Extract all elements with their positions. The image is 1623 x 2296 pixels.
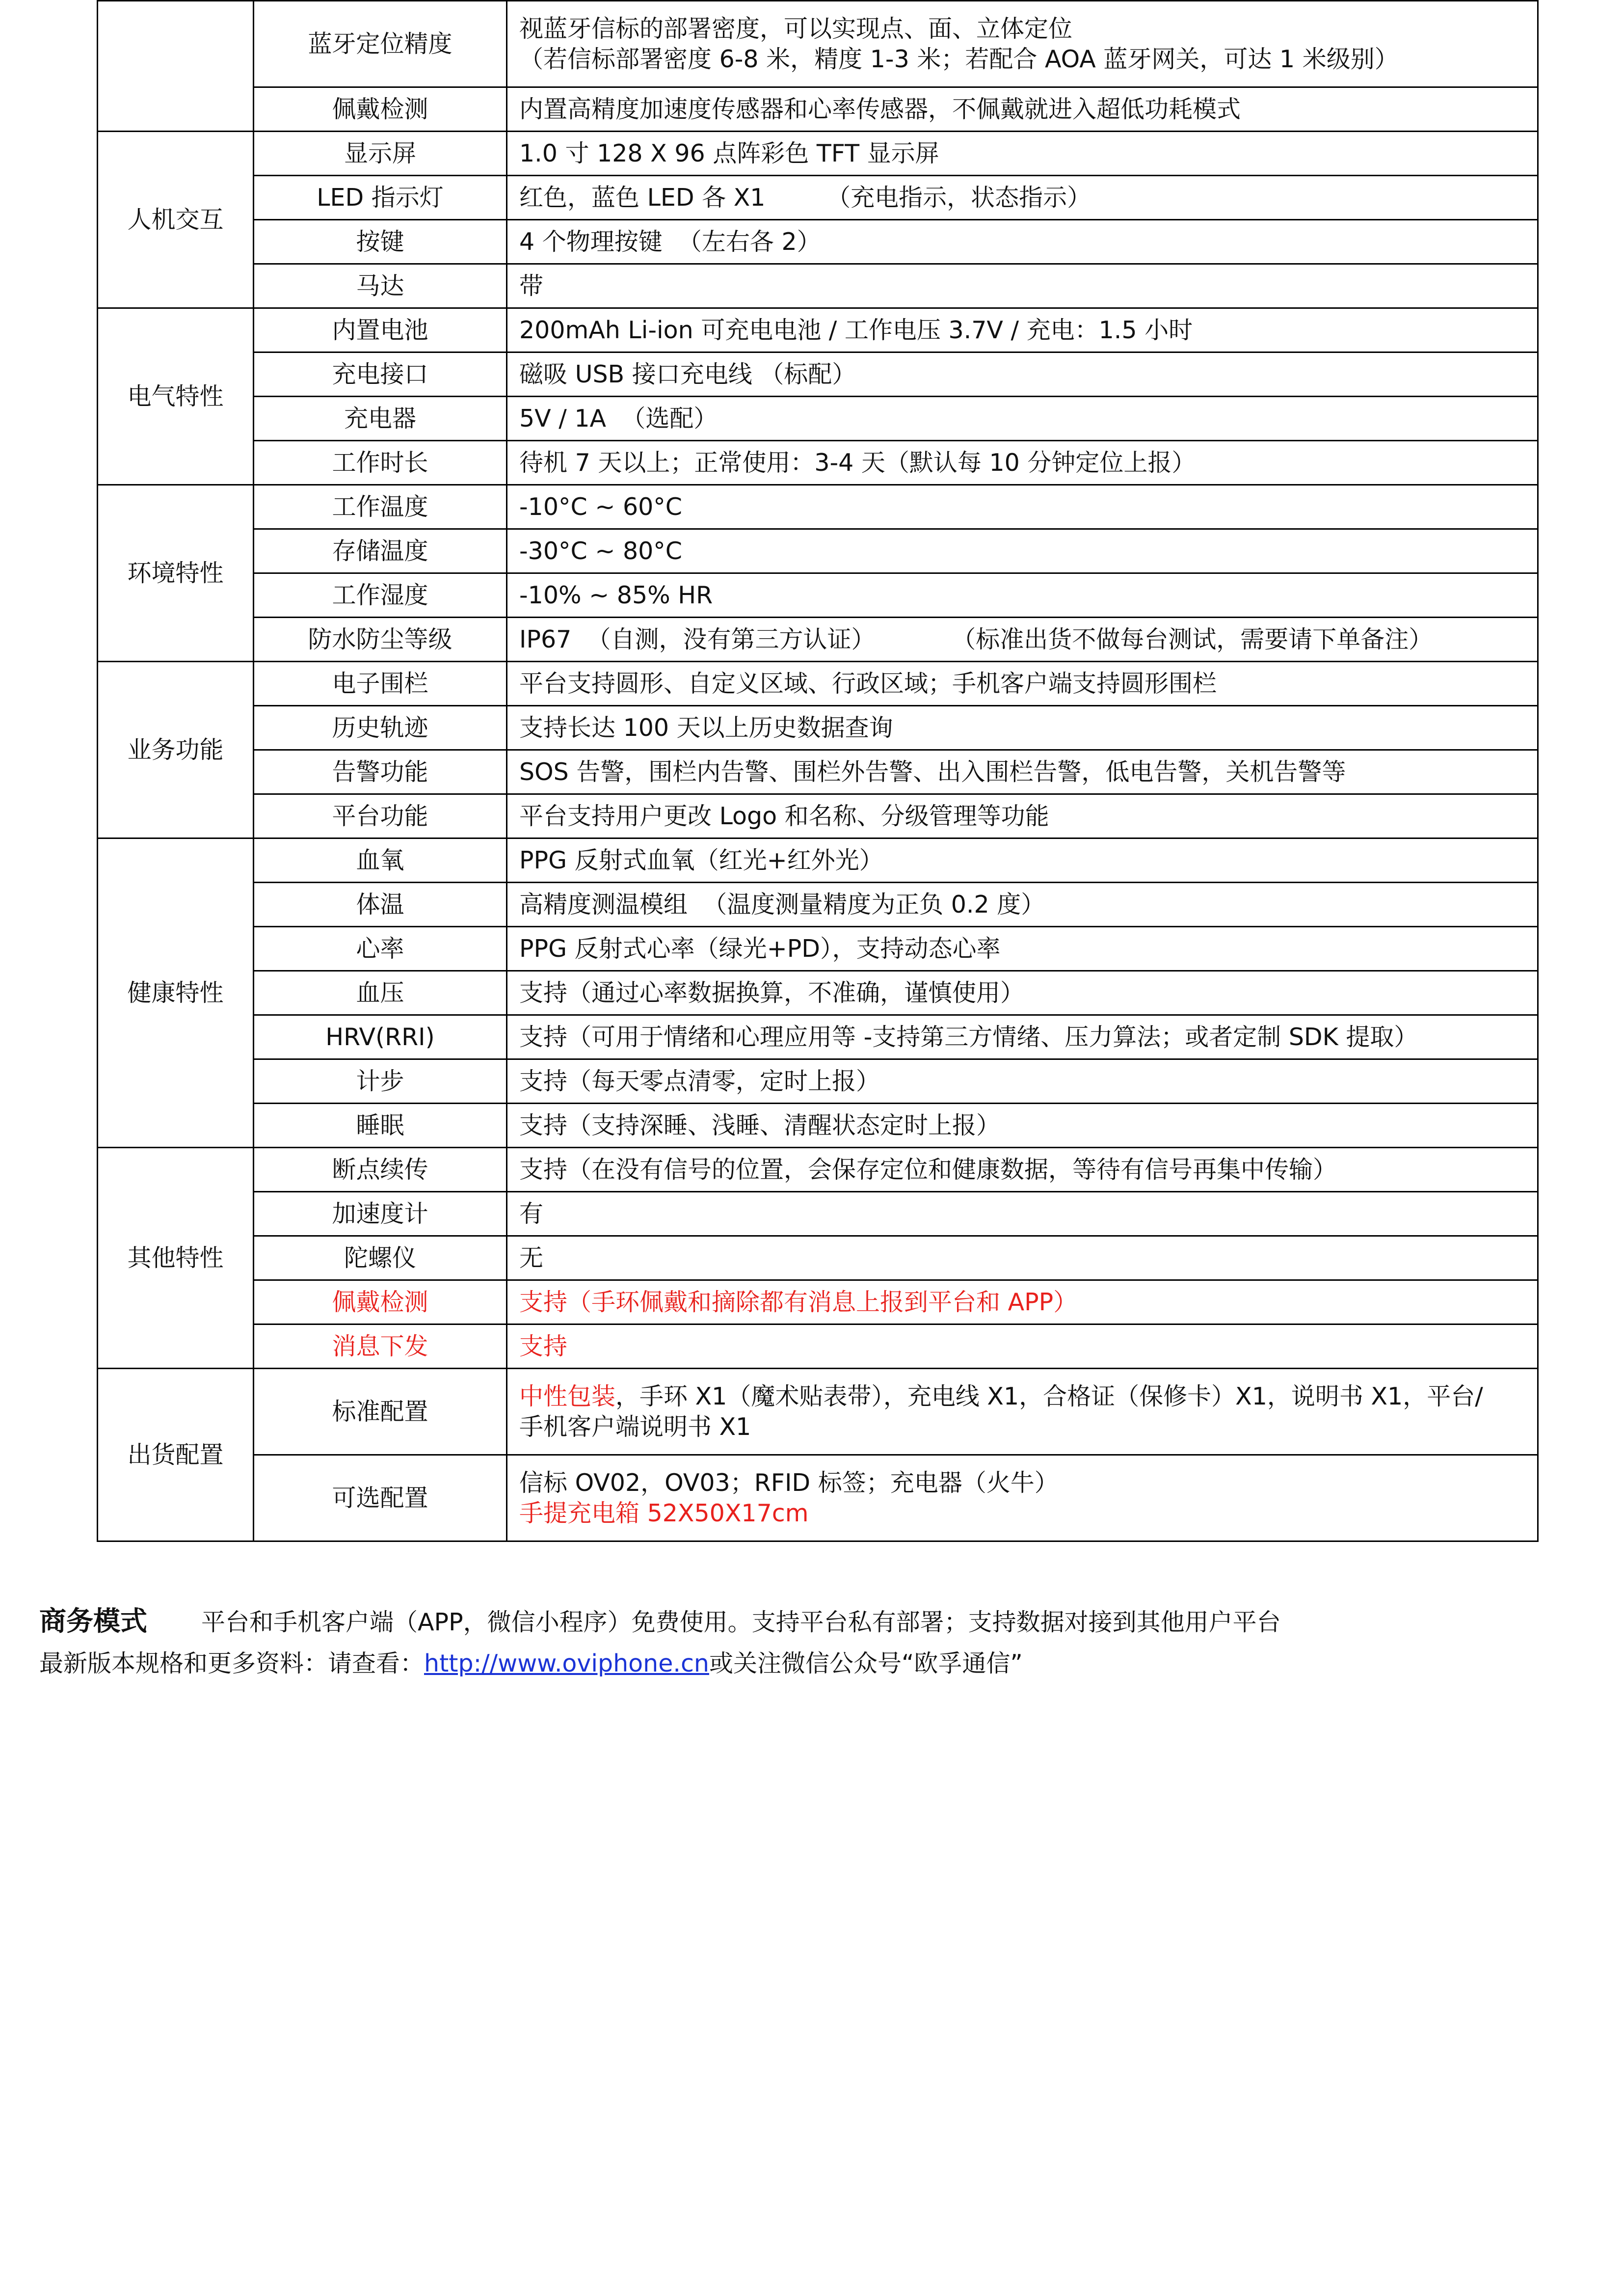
business-mode-line [39, 1599, 1281, 1638]
table-row [98, 1148, 1538, 1192]
item-cell: 充电器 [254, 397, 507, 441]
table-row [98, 264, 1538, 308]
item-cell: 消息下发 [254, 1324, 507, 1369]
more-info-prefix: 最新版本规格和更多资料：请查看： [39, 1649, 425, 1677]
table-row [98, 87, 1538, 132]
item-cell: 告警功能 [254, 750, 507, 794]
item-cell: 血压 [254, 971, 507, 1015]
item-cell: 体温 [254, 883, 507, 927]
value-cell [507, 1455, 1538, 1541]
value-cell: 带 [507, 264, 1538, 308]
table-row [98, 794, 1538, 838]
highlight-text: 中性包装 [519, 1382, 616, 1411]
table-row [98, 308, 1538, 352]
category-cell: 健康特性 [98, 838, 254, 1148]
value-line [519, 1381, 1525, 1411]
item-cell: 防水防尘等级 [254, 618, 507, 662]
table-row [98, 1324, 1538, 1369]
value-cell: 无 [507, 1236, 1538, 1280]
table-row [98, 529, 1538, 573]
value-cell: 待机 7 天以上；正常使用：3-4 天（默认每 10 分钟定位上报） [507, 441, 1538, 485]
value-cell: 支持（在没有信号的位置，会保存定位和健康数据，等待有信号再集中传输） [507, 1148, 1538, 1192]
value-cell: 支持 [507, 1324, 1538, 1369]
table-row [98, 1369, 1538, 1455]
item-cell: 充电接口 [254, 352, 507, 397]
table-row [98, 1, 1538, 87]
item-cell: 工作湿度 [254, 573, 507, 618]
category-cell: 电气特性 [98, 308, 254, 485]
item-cell: 工作温度 [254, 485, 507, 529]
table-row [98, 838, 1538, 883]
item-cell: 平台功能 [254, 794, 507, 838]
value-cell: 支持（手环佩戴和摘除都有消息上报到平台和 APP） [507, 1280, 1538, 1324]
category-cell: 业务功能 [98, 662, 254, 838]
table-row [98, 883, 1538, 927]
value-cell: 支持（可用于情绪和心理应用等 -支持第三方情绪、压力算法；或者定制 SDK 提取） [507, 1015, 1538, 1059]
value-cell: IP67 （自测，没有第三方认证） （标准出货不做每台测试，需要请下单备注） [507, 618, 1538, 662]
value-cell: 支持（支持深睡、浅睡、清醒状态定时上报） [507, 1104, 1538, 1148]
item-cell: 计步 [254, 1059, 507, 1104]
value-cell: 红色，蓝色 LED 各 X1 （充电指示，状态指示） [507, 176, 1538, 220]
value-cell: 有 [507, 1192, 1538, 1236]
value-cell [507, 1369, 1538, 1455]
value-cell: -10°C ~ 60°C [507, 485, 1538, 529]
table-row [98, 441, 1538, 485]
item-cell: 睡眠 [254, 1104, 507, 1148]
item-cell: 存储温度 [254, 529, 507, 573]
table-row [98, 220, 1538, 264]
table-row [98, 176, 1538, 220]
item-cell: 标准配置 [254, 1369, 507, 1455]
table-row [98, 971, 1538, 1015]
item-cell: 可选配置 [254, 1455, 507, 1541]
value-cell: 5V / 1A （选配） [507, 397, 1538, 441]
business-mode-title: 商务模式 [39, 1605, 148, 1637]
value-cell: 200mAh Li-ion 可充电电池 / 工作电压 3.7V / 充电：1.5 小时 [507, 308, 1538, 352]
value-cell: 高精度测温模组 （温度测量精度为正负 0.2 度） [507, 883, 1538, 927]
business-mode-description: 平台和手机客户端（APP，微信小程序）免费使用。支持平台私有部署；支持数据对接到其他用户平台 [201, 1608, 1281, 1636]
item-cell: 陀螺仪 [254, 1236, 507, 1280]
value-cell: 1.0 寸 128 X 96 点阵彩色 TFT 显示屏 [507, 132, 1538, 176]
category-cell: 其他特性 [98, 1148, 254, 1369]
table-row [98, 927, 1538, 971]
value-cell: PPG 反射式血氧（红光+红外光） [507, 838, 1538, 883]
value-cell: 平台支持用户更改 Logo 和名称、分级管理等功能 [507, 794, 1538, 838]
item-cell: LED 指示灯 [254, 176, 507, 220]
value-cell [507, 1, 1538, 87]
item-cell: 显示屏 [254, 132, 507, 176]
item-cell: 历史轨迹 [254, 706, 507, 750]
value-cell: 支持（每天零点清零，定时上报） [507, 1059, 1538, 1104]
table-row [98, 750, 1538, 794]
table-row [98, 573, 1538, 618]
website-link[interactable]: http://www.oviphone.cn [424, 1649, 709, 1677]
table-row [98, 618, 1538, 662]
item-cell: 心率 [254, 927, 507, 971]
table-row [98, 1280, 1538, 1324]
value-line: 视蓝牙信标的部署密度，可以实现点、面、立体定位 [519, 15, 1073, 43]
value-cell: 平台支持圆形、自定义区域、行政区域；手机客户端支持圆形围栏 [507, 662, 1538, 706]
value-cell: -30°C ~ 80°C [507, 529, 1538, 573]
value-cell: 磁吸 USB 接口充电线 （标配） [507, 352, 1538, 397]
category-cell: 出货配置 [98, 1369, 254, 1541]
table-row [98, 662, 1538, 706]
category-cell: 人机交互 [98, 132, 254, 308]
item-cell: 按键 [254, 220, 507, 264]
item-cell: 工作时长 [254, 441, 507, 485]
more-info-suffix: 或关注微信公众号“欧孚通信” [709, 1649, 1023, 1677]
table-row [98, 485, 1538, 529]
value-cell: PPG 反射式心率（绿光+PD），支持动态心率 [507, 927, 1538, 971]
item-cell: 蓝牙定位精度 [254, 1, 507, 87]
value-line: 手机客户端说明书 X1 [519, 1412, 751, 1441]
value-cell: 支持长达 100 天以上历史数据查询 [507, 706, 1538, 750]
table-row [98, 397, 1538, 441]
item-cell: 佩戴检测 [254, 87, 507, 132]
item-cell: 佩戴检测 [254, 1280, 507, 1324]
value-cell: 支持（通过心率数据换算，不准确，谨慎使用） [507, 971, 1538, 1015]
item-cell: 马达 [254, 264, 507, 308]
table-row [98, 132, 1538, 176]
value-line: （若信标部署密度 6-8 米，精度 1-3 米；若配合 AOA 蓝牙网关，可达 1 米级别） [519, 45, 1399, 73]
value-line: 信标 OV02，OV03；RFID 标签；充电器（火牛） [519, 1469, 1059, 1497]
item-cell: 内置电池 [254, 308, 507, 352]
item-cell: 血氧 [254, 838, 507, 883]
category-cell: 环境特性 [98, 485, 254, 662]
table-row [98, 706, 1538, 750]
item-cell: HRV(RRI) [254, 1015, 507, 1059]
table-row [98, 1104, 1538, 1148]
table-row [98, 1192, 1538, 1236]
spec-table [97, 0, 1539, 1542]
item-cell: 断点续传 [254, 1148, 507, 1192]
category-cell [98, 1, 254, 132]
item-cell: 加速度计 [254, 1192, 507, 1236]
value-cell: -10% ~ 85% HR [507, 573, 1538, 618]
table-row [98, 1455, 1538, 1541]
table-row [98, 1236, 1538, 1280]
more-info-line [39, 1645, 1023, 1679]
value-cell: 内置高精度加速度传感器和心率传感器，不佩戴就进入超低功耗模式 [507, 87, 1538, 132]
item-cell: 电子围栏 [254, 662, 507, 706]
value-cell: 4 个物理按键 （左右各 2） [507, 220, 1538, 264]
table-row [98, 352, 1538, 397]
value-cell: SOS 告警，围栏内告警、围栏外告警、出入围栏告警，低电告警，关机告警等 [507, 750, 1538, 794]
table-row [98, 1059, 1538, 1104]
table-row [98, 1015, 1538, 1059]
highlight-text: 手提充电箱 52X50X17cm [519, 1499, 809, 1527]
value-text: ，手环 X1（魔术贴表带），充电线 X1，合格证（保修卡）X1，说明书 X1，平台/ [615, 1382, 1483, 1411]
